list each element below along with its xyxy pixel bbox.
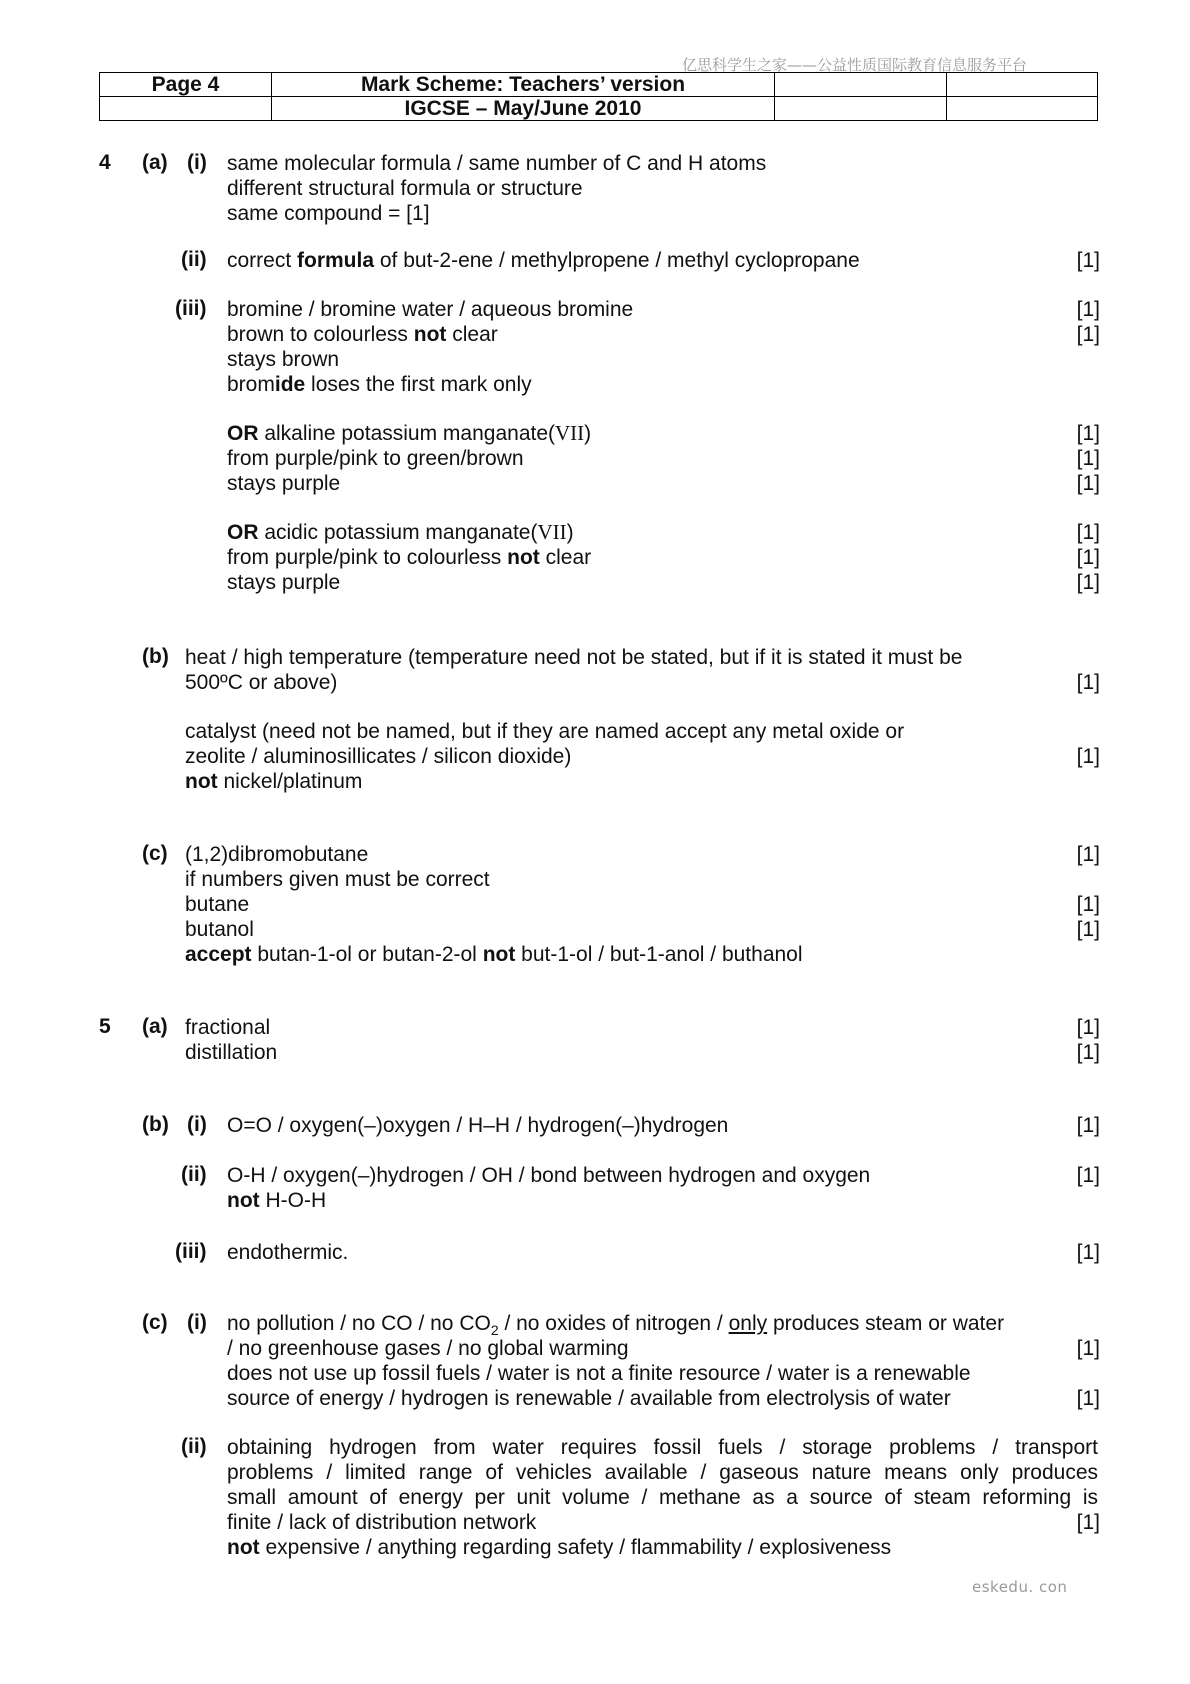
mark-value: [1] xyxy=(1076,843,1100,866)
answer-line: heat / high temperature (temperature need not be stated, but if it is stated it must be xyxy=(185,646,963,669)
mark-value: [1] xyxy=(1076,1016,1100,1039)
mark-value: [1] xyxy=(1076,1511,1100,1534)
answer-line: different structural formula or structure xyxy=(227,177,583,200)
answer-line: stays purple xyxy=(227,472,341,495)
mark-value: [1] xyxy=(1076,571,1100,594)
mark-value: [1] xyxy=(1076,521,1100,544)
answer-line: OR acidic potassium manganate(VII) xyxy=(227,520,574,544)
answer-line: zeolite / aluminosillicates / silicon dioxide) xyxy=(185,745,572,768)
mark-value: [1] xyxy=(1076,447,1100,470)
answer-line: O=O / oxygen(–)oxygen / H–H / hydrogen(–)hydrogen xyxy=(227,1114,729,1137)
answer-line: source of energy / hydrogen is renewable / available from electrolysis of water xyxy=(227,1387,951,1410)
part-label-c: (c) xyxy=(142,842,168,865)
question-number-5: 5 xyxy=(99,1015,111,1038)
answer-line: fractional xyxy=(185,1016,271,1039)
answer-line: / no greenhouse gases / no global warming xyxy=(227,1337,629,1360)
mark-value: [1] xyxy=(1076,472,1100,495)
answer-line: not expensive / anything regarding safety / flammability / explosiveness xyxy=(227,1536,892,1559)
answer-line: stays brown xyxy=(227,348,340,371)
answer-line: not H-O-H xyxy=(227,1189,327,1212)
answer-line: from purple/pink to colourless not clear xyxy=(227,546,592,569)
part-label-b: (b) xyxy=(142,1113,169,1136)
doc-subtitle: IGCSE – May/June 2010 xyxy=(272,97,775,121)
mark-value: [1] xyxy=(1076,546,1100,569)
answer-line: from purple/pink to green/brown xyxy=(227,447,524,470)
mark-value: [1] xyxy=(1076,249,1100,272)
answer-line: catalyst (need not be named, but if they are named accept any metal oxide or xyxy=(185,720,905,743)
subpart-label-iii: (iii) xyxy=(175,1240,207,1263)
mark-value: [1] xyxy=(1076,893,1100,916)
doc-title: Mark Scheme: Teachers’ version xyxy=(272,73,775,97)
part-label-a: (a) xyxy=(142,1015,168,1038)
part-label-c: (c) xyxy=(142,1311,168,1334)
answer-line: correct formula of but-2-ene / methylpropene / methyl cyclopropane xyxy=(227,249,860,272)
header-empty-cell xyxy=(947,97,1098,121)
mark-value: [1] xyxy=(1076,1387,1100,1410)
mark-value: [1] xyxy=(1076,1041,1100,1064)
watermark-top: 亿思科学生之家——公益性质国际教育信息服务平台 xyxy=(682,56,1028,74)
mark-value: [1] xyxy=(1076,671,1100,694)
answer-line: finite / lack of distribution network xyxy=(227,1511,537,1534)
header-table xyxy=(99,72,1098,121)
subpart-label-ii: (ii) xyxy=(181,1435,207,1458)
subpart-label-ii: (ii) xyxy=(181,248,207,271)
subpart-label-i: (i) xyxy=(187,1311,207,1334)
answer-line: no pollution / no CO / no $CO_2$ / no oxides of nitrogen / only produces steam or water xyxy=(227,1312,1005,1339)
part-label-a: (a) xyxy=(142,151,168,174)
mark-value: [1] xyxy=(1076,745,1100,768)
subpart-label-ii: (ii) xyxy=(181,1163,207,1186)
answer-line: does not use up fossil fuels / water is not a finite resource / water is a renewable xyxy=(227,1362,971,1385)
answer-line: brown to colourless not clear xyxy=(227,323,498,346)
answer-line: bromine / bromine water / aqueous bromine xyxy=(227,298,634,321)
subpart-label-iii: (iii) xyxy=(175,297,207,320)
answer-line: same compound = [1] xyxy=(227,202,430,225)
answer-line: butanol xyxy=(185,918,254,941)
answer-line: bromide loses the first mark only xyxy=(227,373,532,396)
answer-line: butane xyxy=(185,893,250,916)
answer-line: stays purple xyxy=(227,571,341,594)
mark-value: [1] xyxy=(1076,1114,1100,1137)
mark-value: [1] xyxy=(1076,918,1100,941)
mark-value: [1] xyxy=(1076,1337,1100,1360)
mark-value: [1] xyxy=(1076,298,1100,321)
header-empty-cell xyxy=(775,73,947,97)
mark-value: [1] xyxy=(1076,422,1100,445)
answer-line: obtaining hydrogen from water requires fossil fuels / storage problems / transport xyxy=(227,1436,1098,1459)
question-number-4: 4 xyxy=(99,151,111,174)
page-number: Page 4 xyxy=(100,73,272,97)
answer-line: not nickel/platinum xyxy=(185,770,363,793)
answer-line: small amount of energy per unit volume / methane as a source of steam reforming is xyxy=(227,1486,1098,1509)
header-empty-cell xyxy=(775,97,947,121)
header-empty-cell xyxy=(100,97,272,121)
mark-value: [1] xyxy=(1076,1241,1100,1264)
answer-line: accept butan-1-ol or butan-2-ol not but-1-ol / but-1-anol / buthanol xyxy=(185,943,803,966)
mark-value: [1] xyxy=(1076,323,1100,346)
subpart-label-i: (i) xyxy=(187,151,207,174)
answer-line: 500ºC or above) xyxy=(185,671,338,694)
answer-line: (1,2)dibromobutane xyxy=(185,843,369,866)
mark-value: [1] xyxy=(1076,1164,1100,1187)
answer-line: OR alkaline potassium manganate(VII) xyxy=(227,421,592,445)
subpart-label-i: (i) xyxy=(187,1113,207,1136)
watermark-bottom: eskedu. con xyxy=(972,1578,1068,1596)
header-empty-cell xyxy=(947,73,1098,97)
answer-line: O-H / oxygen(–)hydrogen / OH / bond between hydrogen and oxygen xyxy=(227,1164,871,1187)
answer-line: problems / limited range of vehicles available / gaseous nature means only produces xyxy=(227,1461,1098,1484)
answer-line: if numbers given must be correct xyxy=(185,868,490,891)
part-label-b: (b) xyxy=(142,645,169,668)
answer-line: distillation xyxy=(185,1041,278,1064)
answer-line: endothermic. xyxy=(227,1241,349,1264)
answer-line: same molecular formula / same number of C and H atoms xyxy=(227,152,767,175)
